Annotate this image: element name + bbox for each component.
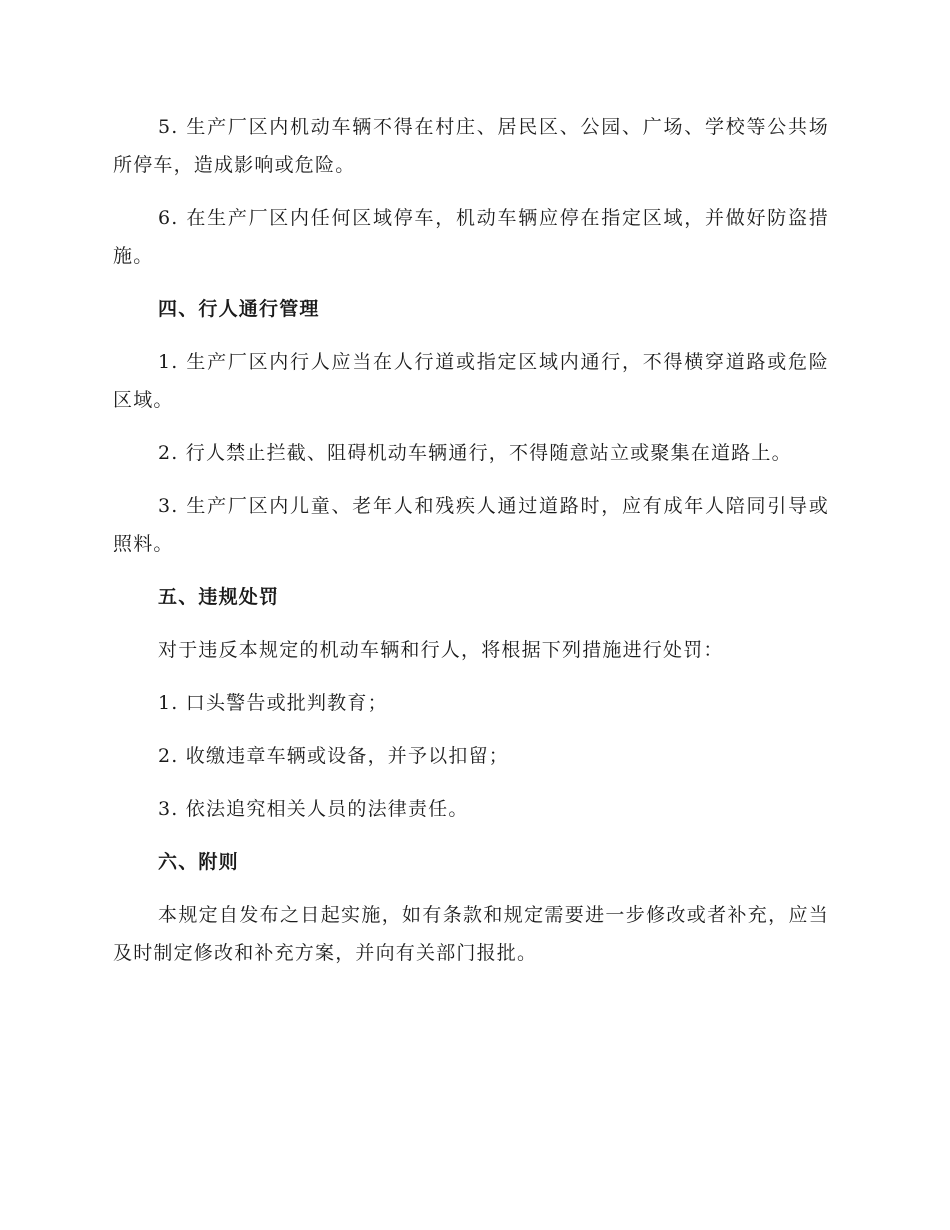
paragraph-penalty-intro: 对于违反本规定的机动车辆和行人，将根据下列措施进行处罚： [158,639,724,661]
paragraph-penalty-1: 1. 口头警告或批判教育； [158,692,388,714]
section-heading-pedestrian: 四、行人通行管理 [158,298,320,320]
paragraph-item-6: 6. 在生产厂区内任何区域停车，机动车辆应停在指定区域，并做好防盗措施。 [113,207,829,267]
paragraph-pedestrian-2: 2. 行人禁止拦截、阻碍机动车辆通行，不得随意站立或聚集在道路上。 [158,442,792,464]
paragraph-appendix: 本规定自发布之日起实施，如有条款和规定需要进一步修改或者补充，应当及时制定修改和补充方案，并向有关部门报批。 [113,904,829,964]
paragraph-pedestrian-3: 3. 生产厂区内儿童、老年人和残疾人通过道路时，应有成年人陪同引导或照料。 [113,495,829,555]
section-heading-penalty: 五、违规处罚 [158,586,280,608]
paragraph-penalty-3: 3. 依法追究相关人员的法律责任。 [158,798,469,820]
document-body [113,108,829,987]
paragraph-item-5: 5. 生产厂区内机动车辆不得在村庄、居民区、公园、广场、学校等公共场所停车，造成影响或危险。 [113,116,829,176]
section-heading-appendix: 六、附则 [158,851,239,873]
paragraph-penalty-2: 2. 收缴违章车辆或设备，并予以扣留； [158,745,509,767]
paragraph-pedestrian-1: 1. 生产厂区内行人应当在人行道或指定区域内通行，不得横穿道路或危险区域。 [113,351,829,411]
